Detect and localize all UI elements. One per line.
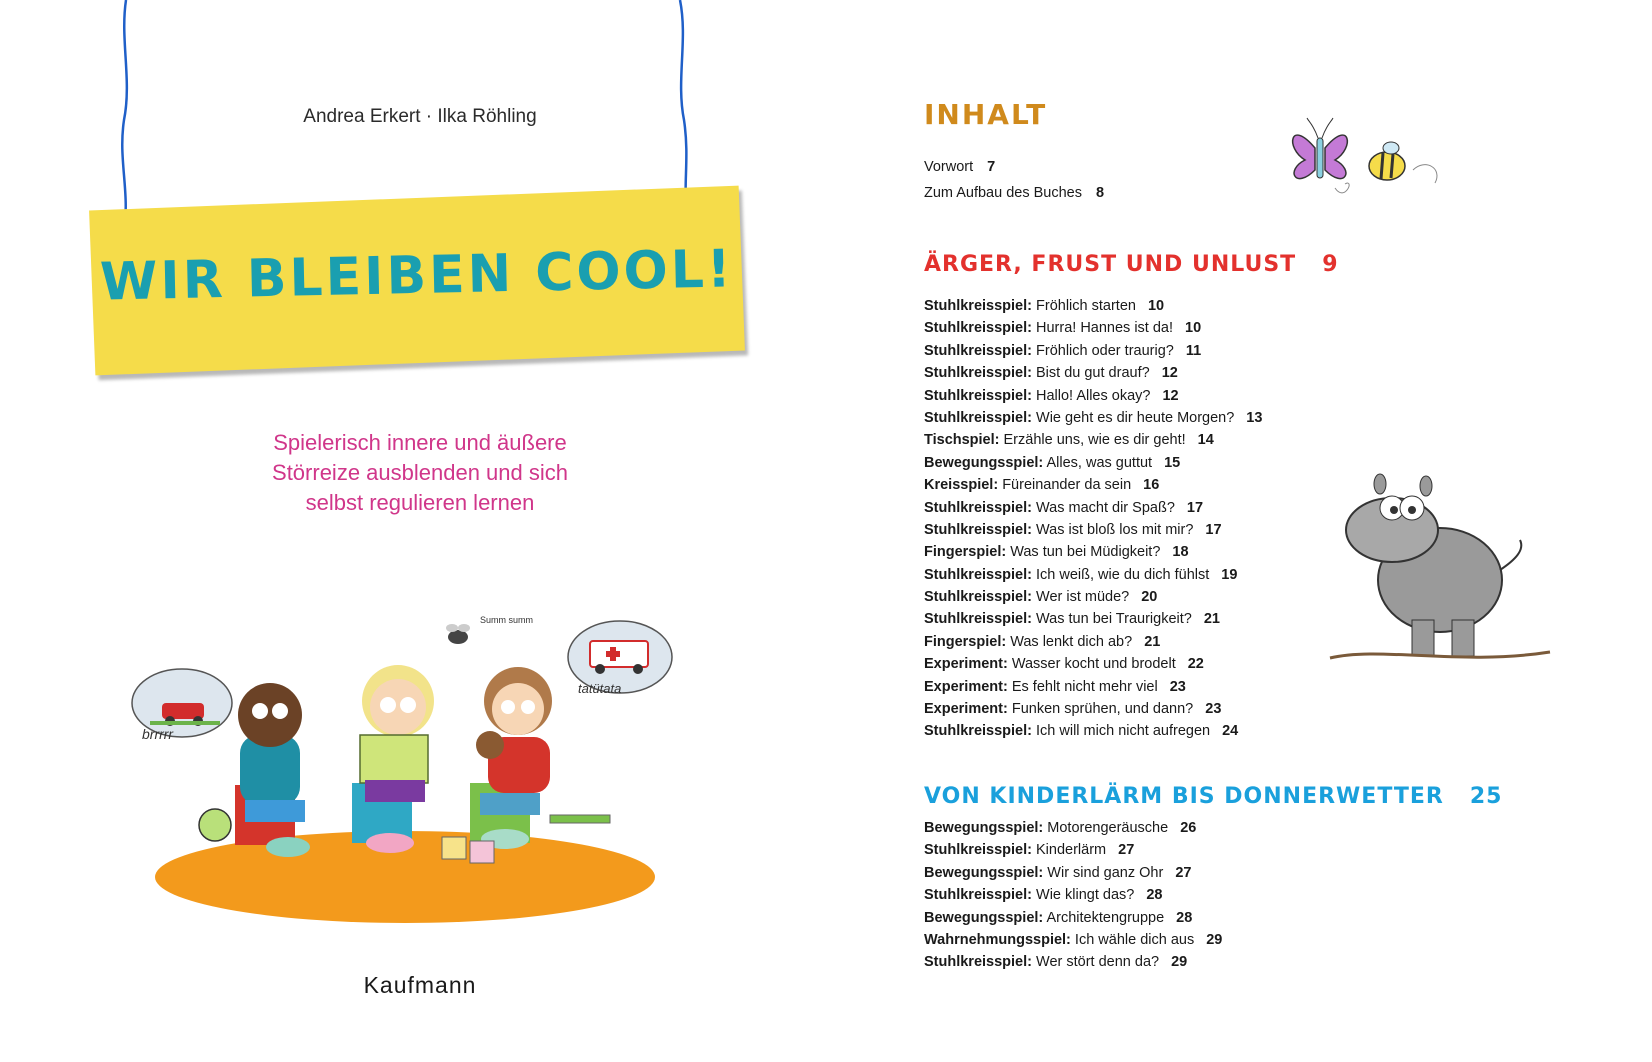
toc-entry-kind: Wahrnehmungsspiel: — [924, 931, 1071, 948]
toc-entry-page: 18 — [1172, 544, 1189, 561]
left-sound-text: brrrrr — [142, 726, 174, 742]
toc-front-label: Vorwort — [924, 159, 974, 175]
hippo-illustration — [1320, 470, 1560, 680]
toc-front-page: 8 — [1096, 185, 1105, 201]
toc-entry-page: 11 — [1185, 342, 1202, 359]
toc-front-item — [924, 159, 995, 175]
toc-entry — [924, 676, 1262, 698]
toc-entry — [924, 340, 1262, 362]
toc-entry — [924, 608, 1262, 630]
toc-entry-title: Wie klingt das? — [1036, 887, 1135, 904]
toc-entry-kind: Stuhlkreisspiel: — [924, 842, 1032, 859]
toc-entry-page: 29 — [1206, 931, 1223, 948]
toc-entry — [924, 631, 1262, 653]
toc-entry-kind: Stuhlkreisspiel: — [924, 499, 1032, 516]
toc-entry-page: 21 — [1203, 611, 1220, 628]
toc-entry-page: 14 — [1197, 432, 1214, 449]
subtitle-line: selbst regulieren lernen — [305, 490, 535, 515]
toc-entry-kind: Bewegungsspiel: — [924, 454, 1044, 471]
toc-entry-title: Wer stört denn da? — [1036, 954, 1160, 971]
toc-entry — [924, 452, 1262, 474]
boy-icon — [235, 683, 310, 857]
children-on-chairs-illustration — [120, 615, 720, 935]
toc-entry-title: Was tun bei Müdigkeit? — [1010, 544, 1161, 561]
toc-entry — [924, 653, 1262, 675]
toc-entry — [924, 564, 1262, 586]
toc-entry-title: Ich will mich nicht aufregen — [1036, 723, 1211, 740]
toc-entry-title: Was macht dir Spaß? — [1036, 499, 1175, 516]
section-title: ÄRGER, FRUST UND UNLUST — [924, 252, 1297, 277]
toc-entry-kind: Stuhlkreisspiel: — [924, 887, 1032, 904]
toc-entry-kind: Tischspiel: — [924, 432, 1000, 449]
toc-entry — [924, 541, 1262, 563]
hippo-icon — [1346, 474, 1521, 656]
toc-entry-page: 12 — [1162, 387, 1179, 404]
butterfly-and-bee-illustration — [1285, 108, 1455, 208]
toc-entry-page: 13 — [1246, 409, 1263, 426]
toc-entry-page: 10 — [1185, 320, 1202, 337]
toc-entry-kind: Fingerspiel: — [924, 633, 1007, 650]
toc-entry-title: Was ist bloß los mit mir? — [1036, 521, 1194, 538]
toc-entry-page: 28 — [1146, 887, 1163, 904]
toc-entry-title: Wasser kocht und brodelt — [1011, 656, 1176, 673]
publisher-name: Kaufmann — [363, 972, 477, 998]
toc-entry — [924, 884, 1222, 906]
toc-entry-page: 24 — [1222, 723, 1239, 740]
section-2-entries — [924, 817, 1222, 974]
toc-entry-title: Fröhlich oder traurig? — [1036, 342, 1174, 359]
toc-entry-page: 27 — [1175, 864, 1192, 881]
toc-entry-title: Alles, was guttut — [1046, 454, 1153, 471]
toc-entry-kind: Stuhlkreisspiel: — [924, 566, 1032, 583]
toc-entry-page: 12 — [1161, 365, 1178, 382]
toc-entry-kind: Bewegungsspiel: — [924, 864, 1044, 881]
toc-entry-kind: Stuhlkreisspiel: — [924, 365, 1032, 382]
toc-entry-page: 22 — [1187, 656, 1204, 673]
book-subtitle — [0, 428, 840, 518]
right-sound-text: tatütata — [578, 681, 622, 696]
toc-entry-title: Füreinander da sein — [1002, 477, 1132, 494]
toc-entry-title: Was lenkt dich ab? — [1010, 633, 1133, 650]
toc-entry — [924, 862, 1222, 884]
toc-entry-title: Kinderlärm — [1036, 842, 1107, 859]
toc-entry — [924, 407, 1262, 429]
section-1-entries — [924, 295, 1262, 743]
toc-entry-kind: Bewegungsspiel: — [924, 820, 1044, 836]
toc-entry-page: 17 — [1205, 521, 1222, 538]
toc-entry-title: Wie geht es dir heute Morgen? — [1036, 409, 1235, 426]
toc-entry-kind: Stuhlkreisspiel: — [924, 409, 1032, 426]
toc-entry-page: 23 — [1169, 678, 1186, 695]
section-page: 9 — [1322, 252, 1339, 277]
toc-entry — [924, 317, 1262, 339]
toc-entry-page: 20 — [1141, 589, 1158, 606]
toc-entry-kind: Stuhlkreisspiel: — [924, 342, 1032, 359]
toc-entry-kind: Stuhlkreisspiel: — [924, 723, 1032, 740]
toc-entry-kind: Bewegungsspiel: — [924, 909, 1044, 926]
toc-entry-title: Bist du gut drauf? — [1036, 365, 1150, 382]
toc-entry-title: Funken sprühen, und dann? — [1011, 701, 1194, 718]
toc-entry — [924, 474, 1262, 496]
ball-icon — [199, 809, 231, 841]
toc-entry — [924, 907, 1222, 929]
toc-entry-page: 26 — [1180, 820, 1197, 836]
toc-entry-page: 27 — [1118, 842, 1135, 859]
toc-entry-kind: Stuhlkreisspiel: — [924, 589, 1032, 606]
section-title: VON KINDERLÄRM BIS DONNERWETTER — [924, 784, 1444, 809]
toc-entry-kind: Fingerspiel: — [924, 544, 1007, 561]
toc-entry-kind: Stuhlkreisspiel: — [924, 611, 1032, 628]
toc-entry-title: Motorengeräusche — [1047, 820, 1169, 836]
toc-entry-kind: Stuhlkreisspiel: — [924, 521, 1032, 538]
toc-entry-title: Wer ist müde? — [1036, 589, 1130, 606]
toc-entry — [924, 362, 1262, 384]
toc-entry-title: Hallo! Alles okay? — [1036, 387, 1151, 404]
toc-entry-page: 29 — [1171, 954, 1188, 971]
toc-entry — [924, 698, 1262, 720]
toc-entry-page: 23 — [1205, 701, 1222, 718]
book-authors: Andrea Erkert · Ilka Röhling — [303, 106, 537, 127]
section-page: 25 — [1469, 784, 1503, 809]
toc-entry-title: Hurra! Hannes ist da! — [1036, 320, 1174, 337]
toc-entry — [924, 839, 1222, 861]
section-heading-1 — [924, 252, 1339, 277]
toc-entry-page: 28 — [1176, 909, 1193, 926]
fly-sound-text: Summ summ — [480, 615, 534, 625]
toc-entry-kind: Stuhlkreisspiel: — [924, 387, 1032, 404]
toc-entry-title: Erzähle uns, wie es dir geht! — [1003, 432, 1186, 449]
toc-entry — [924, 720, 1262, 742]
toc-entry — [924, 929, 1222, 951]
toc-entry-title: Wir sind ganz Ohr — [1047, 864, 1164, 881]
toc-entry-kind: Experiment: — [924, 701, 1008, 718]
toc-entry — [924, 817, 1222, 839]
toc-entry — [924, 385, 1262, 407]
title-sign — [89, 186, 745, 376]
girl-with-book-icon — [352, 665, 434, 853]
toc-entry — [924, 295, 1262, 317]
toc-front-label: Zum Aufbau des Buches — [924, 185, 1082, 201]
toc-entry-kind: Stuhlkreisspiel: — [924, 954, 1032, 971]
toc-entry-title: Es fehlt nicht mehr viel — [1011, 678, 1158, 695]
subtitle-line: Spielerisch innere und äußere — [273, 430, 567, 455]
toc-entry-kind: Stuhlkreisspiel: — [924, 298, 1032, 314]
toc-entry-page: 16 — [1143, 477, 1160, 494]
toc-entry — [924, 429, 1262, 451]
toc-entry-page: 17 — [1186, 499, 1204, 516]
toc-entry — [924, 497, 1262, 519]
toc-entry-kind: Kreisspiel: — [924, 477, 999, 494]
butterfly-icon — [1293, 118, 1348, 179]
girl-with-teddy-icon — [470, 667, 552, 849]
bee-icon — [1369, 142, 1405, 180]
toc-entry-kind: Stuhlkreisspiel: — [924, 320, 1032, 337]
toc-entry-kind: Experiment: — [924, 656, 1008, 673]
toc-entry-title: Architektengruppe — [1046, 909, 1165, 926]
section-heading-2 — [924, 784, 1502, 809]
toc-entry-title: Ich wähle dich aus — [1074, 931, 1195, 948]
toc-entry-title: Fröhlich starten — [1036, 298, 1136, 314]
toc-entry-title: Was tun bei Traurigkeit? — [1036, 611, 1192, 628]
toc-front-item — [924, 185, 1104, 201]
toc-entry-title: Ich weiß, wie du dich fühlst — [1036, 566, 1210, 583]
toc-heading: INHALT — [924, 98, 1048, 131]
toc-entry-page: 10 — [1147, 298, 1165, 314]
toc-entry-page: 15 — [1164, 454, 1181, 471]
toc-entry-page: 19 — [1221, 566, 1238, 583]
book-title: WIR BLEIBEN COOL! — [99, 239, 735, 313]
toc-entry — [924, 951, 1222, 973]
subtitle-line: Störreize ausblenden und sich — [272, 460, 568, 485]
toc-entry — [924, 519, 1262, 541]
toc-entry-page: 21 — [1144, 633, 1161, 650]
toc-entry — [924, 586, 1262, 608]
toc-entry-kind: Experiment: — [924, 678, 1008, 695]
toc-front-page: 7 — [987, 159, 996, 175]
fly-icon — [446, 624, 470, 644]
